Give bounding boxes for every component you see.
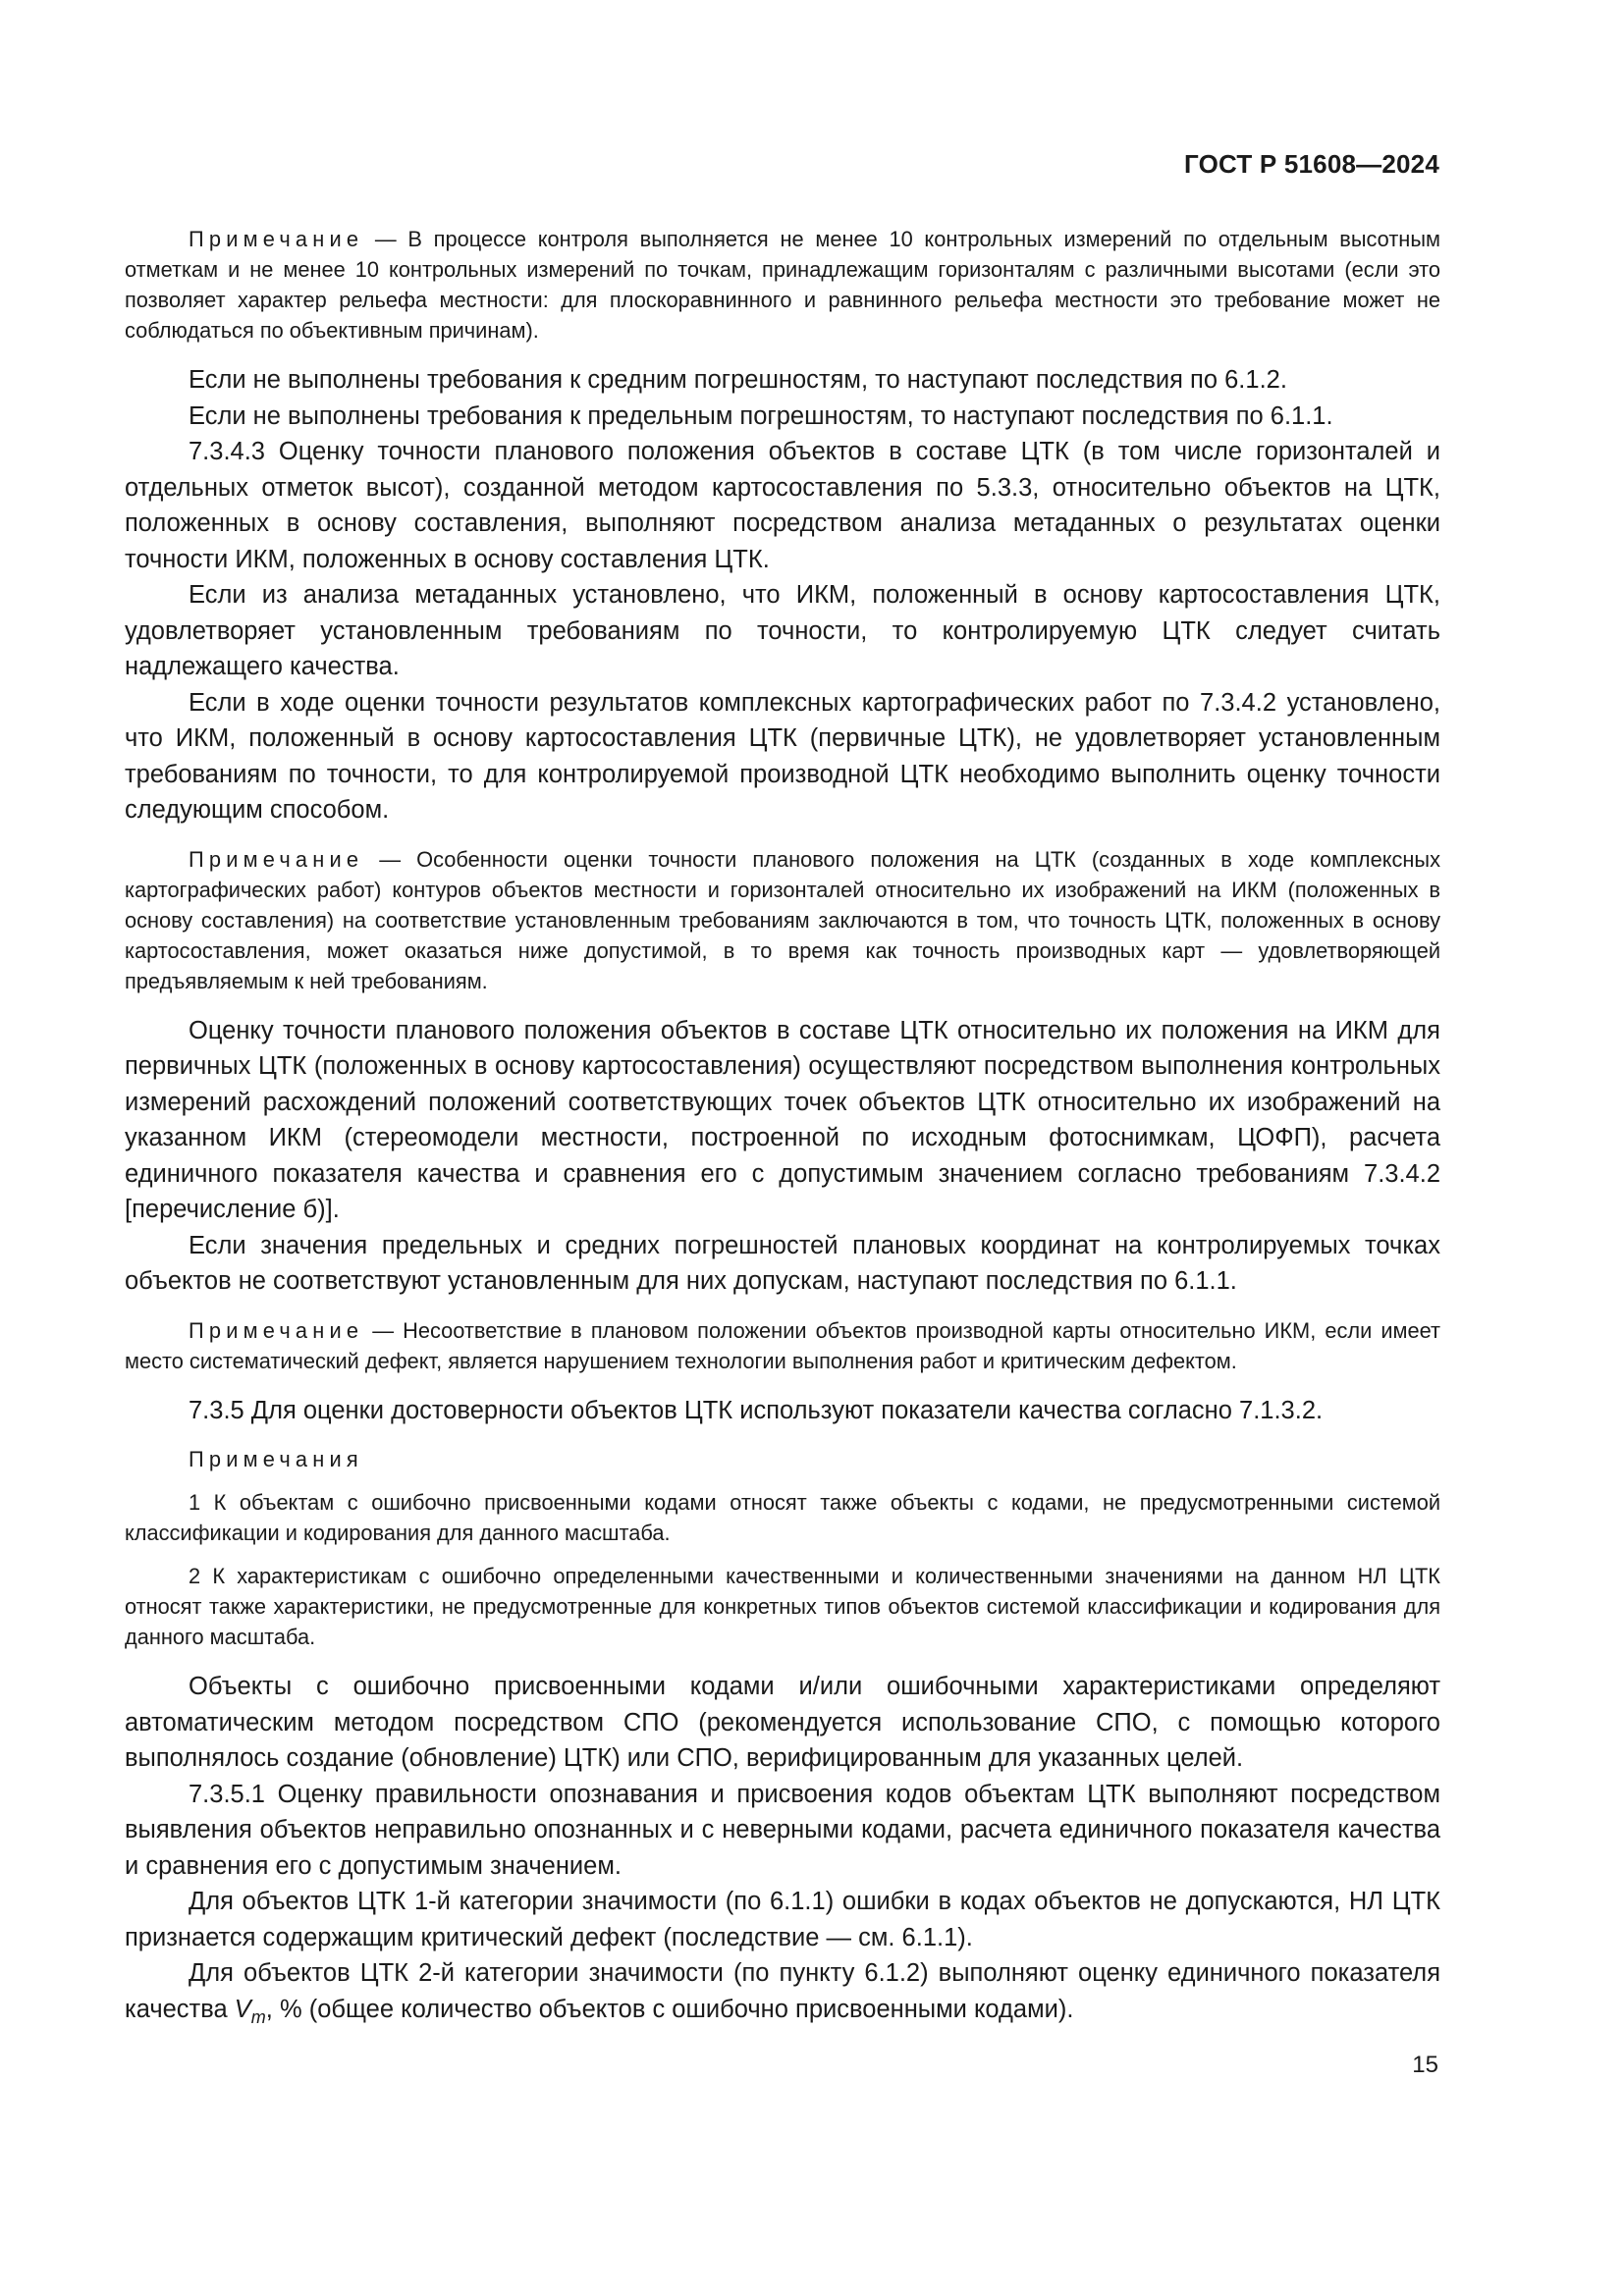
note-1: Примечание — В процессе контроля выполняется не менее 10 контрольных измерений по отдельным высотным отметкам и не менее 10 контрольных измерений по точкам, принадлежащим горизонталям с различными высотами (если это позволяет характер рельефа местности: для плоскоравнинного и равнинного рельефа местности это требование может не соблюдаться по объективным причинам). [125, 227, 1440, 343]
note-label: Примечание [189, 227, 364, 251]
note-3: Примечание — Несоответствие в плановом положении объектов производной карты относительно ИКМ, если имеет место систематический дефект, является нарушением технологии выполнения работ и критическим дефектом. [125, 1317, 1440, 1373]
paragraph: Если значения предельных и средних погрешностей плановых координат на контролируемых точках объектов не соответствуют установленным для них допускам, наступают последствия по 6.1.1. [125, 1231, 1440, 1295]
paragraph: Для объектов ЦТК 2-й категории значимости (по пункту 6.1.2) выполняют оценку единичного показателя качества $V_m$, % (общее количество объектов с ошибочно присвоенными кодами). [125, 1959, 1440, 2027]
paragraph-7-3-5: 7.3.5 Для оценки достоверности объектов ЦТК используют показатели качества согласно 7.1.3.2. [189, 1396, 1324, 1424]
page-number: 15 [1412, 2052, 1438, 2078]
paragraph: Оценку точности планового положения объектов в составе ЦТК относительно их положения на ИКМ для первичных ЦТК (положенных в основу картосоставления) осуществляют посредством выполнения контрольных измерений расхождений положений соответствующих точек объектов ЦТК относительно их изображений на указанном ИКМ (стереомодели местности, построенной по исходным фотоснимкам, ЦОФП), расчета единичного показателя качества и сравнения его с допустимым значением согласно требованиям 7.3.4.2 [перечисление б)]. [125, 1016, 1440, 1223]
notes-list-item: 2 К характеристикам с ошибочно определенными качественными и количественными значениями на данном НЛ ЦТК относят также характеристики, не предусмотренные для конкретных типов объектов системой классификации и кодирования для данного масштаба. [125, 1564, 1440, 1649]
paragraph: Если не выполнены требования к средним погрешностям, то наступают последствия по 6.1.2. [189, 366, 1287, 394]
notes-list-item: 1 К объектам с ошибочно присвоенными кодами относят также объекты с кодами, не предусмотренными системой классификации и кодирования для данного масштаба. [125, 1490, 1440, 1545]
paragraph: Если в ходе оценки точности результатов комплексных картографических работ по 7.3.4.2 установлено, что ИКМ, положенный в основу картосоставления ЦТК (первичные ЦТК), не удовлетворяет установленным требованиям по точности, то для контролируемой производной ЦТК необходимо выполнить оценку точности следующим способом. [125, 688, 1440, 824]
note-2: Примечание — Особенности оценки точности планового положения на ЦТК (созданных в ходе комплексных картографических работ) контуров объектов местности и горизонталей относительно их изображений на ИКМ (положенных в основу составления) на соответствие установленным требованиям заключаются в том, что точность ЦТК, положенных в основу картосоставления, может оказаться ниже допустимой, в то время как точность производных карт — удовлетворяющей предъявляемым к ней требованиям. [125, 846, 1440, 993]
variable-v: V [234, 1995, 251, 2023]
note-label: Примечание [189, 846, 364, 872]
paragraph: Объекты с ошибочно присвоенными кодами и/или ошибочными характеристиками определяют автоматическим методом посредством СПО (рекомендуется использование СПО, с помощью которого выполнялось создание (обновление) ЦТК) или СПО, верифицированным для указанных целей. [125, 1673, 1440, 1772]
paragraph-7-3-5-1: 7.3.5.1 Оценку правильности опознавания и присвоения кодов объектам ЦТК выполняют посредством выявления объектов неправильно опознанных и с неверными кодами, расчета единичного показателя качества и сравнения его с допустимым значением. [125, 1780, 1440, 1880]
variable-subscript: m [250, 2006, 266, 2027]
paragraph: Если из анализа метаданных установлено, что ИКМ, положенный в основу картосоставления ЦТК, удовлетворяет установленным требованиям по точности, то контролируемую ЦТК следует считать надлежащего качества. [125, 581, 1440, 680]
notes-heading: Примечания [189, 1447, 363, 1471]
document-header-id: ГОСТ Р 51608—2024 [1184, 149, 1439, 179]
paragraph: Если не выполнены требования к предельным погрешностям, то наступают последствия по 6.1.1. [189, 401, 1333, 430]
page-content [125, 224, 1440, 2035]
paragraph-7-3-4-3: 7.3.4.3 Оценку точности планового положения объектов в составе ЦТК (в том числе горизонталей и отдельных отметок высот), созданной методом картосоставления по 5.3.3, относительно объектов на ЦТК, положенных в основу составления, выполняют посредством анализа метаданных о результатах оценки точности ИКМ, положенных в основу составления ЦТК. [125, 438, 1440, 573]
paragraph: Для объектов ЦТК 1-й категории значимости (по 6.1.1) ошибки в кодах объектов не допускаются, НЛ ЦТК признается содержащим критический дефект (последствие — см. 6.1.1). [125, 1888, 1440, 1951]
note-label: Примечание [189, 1317, 364, 1343]
